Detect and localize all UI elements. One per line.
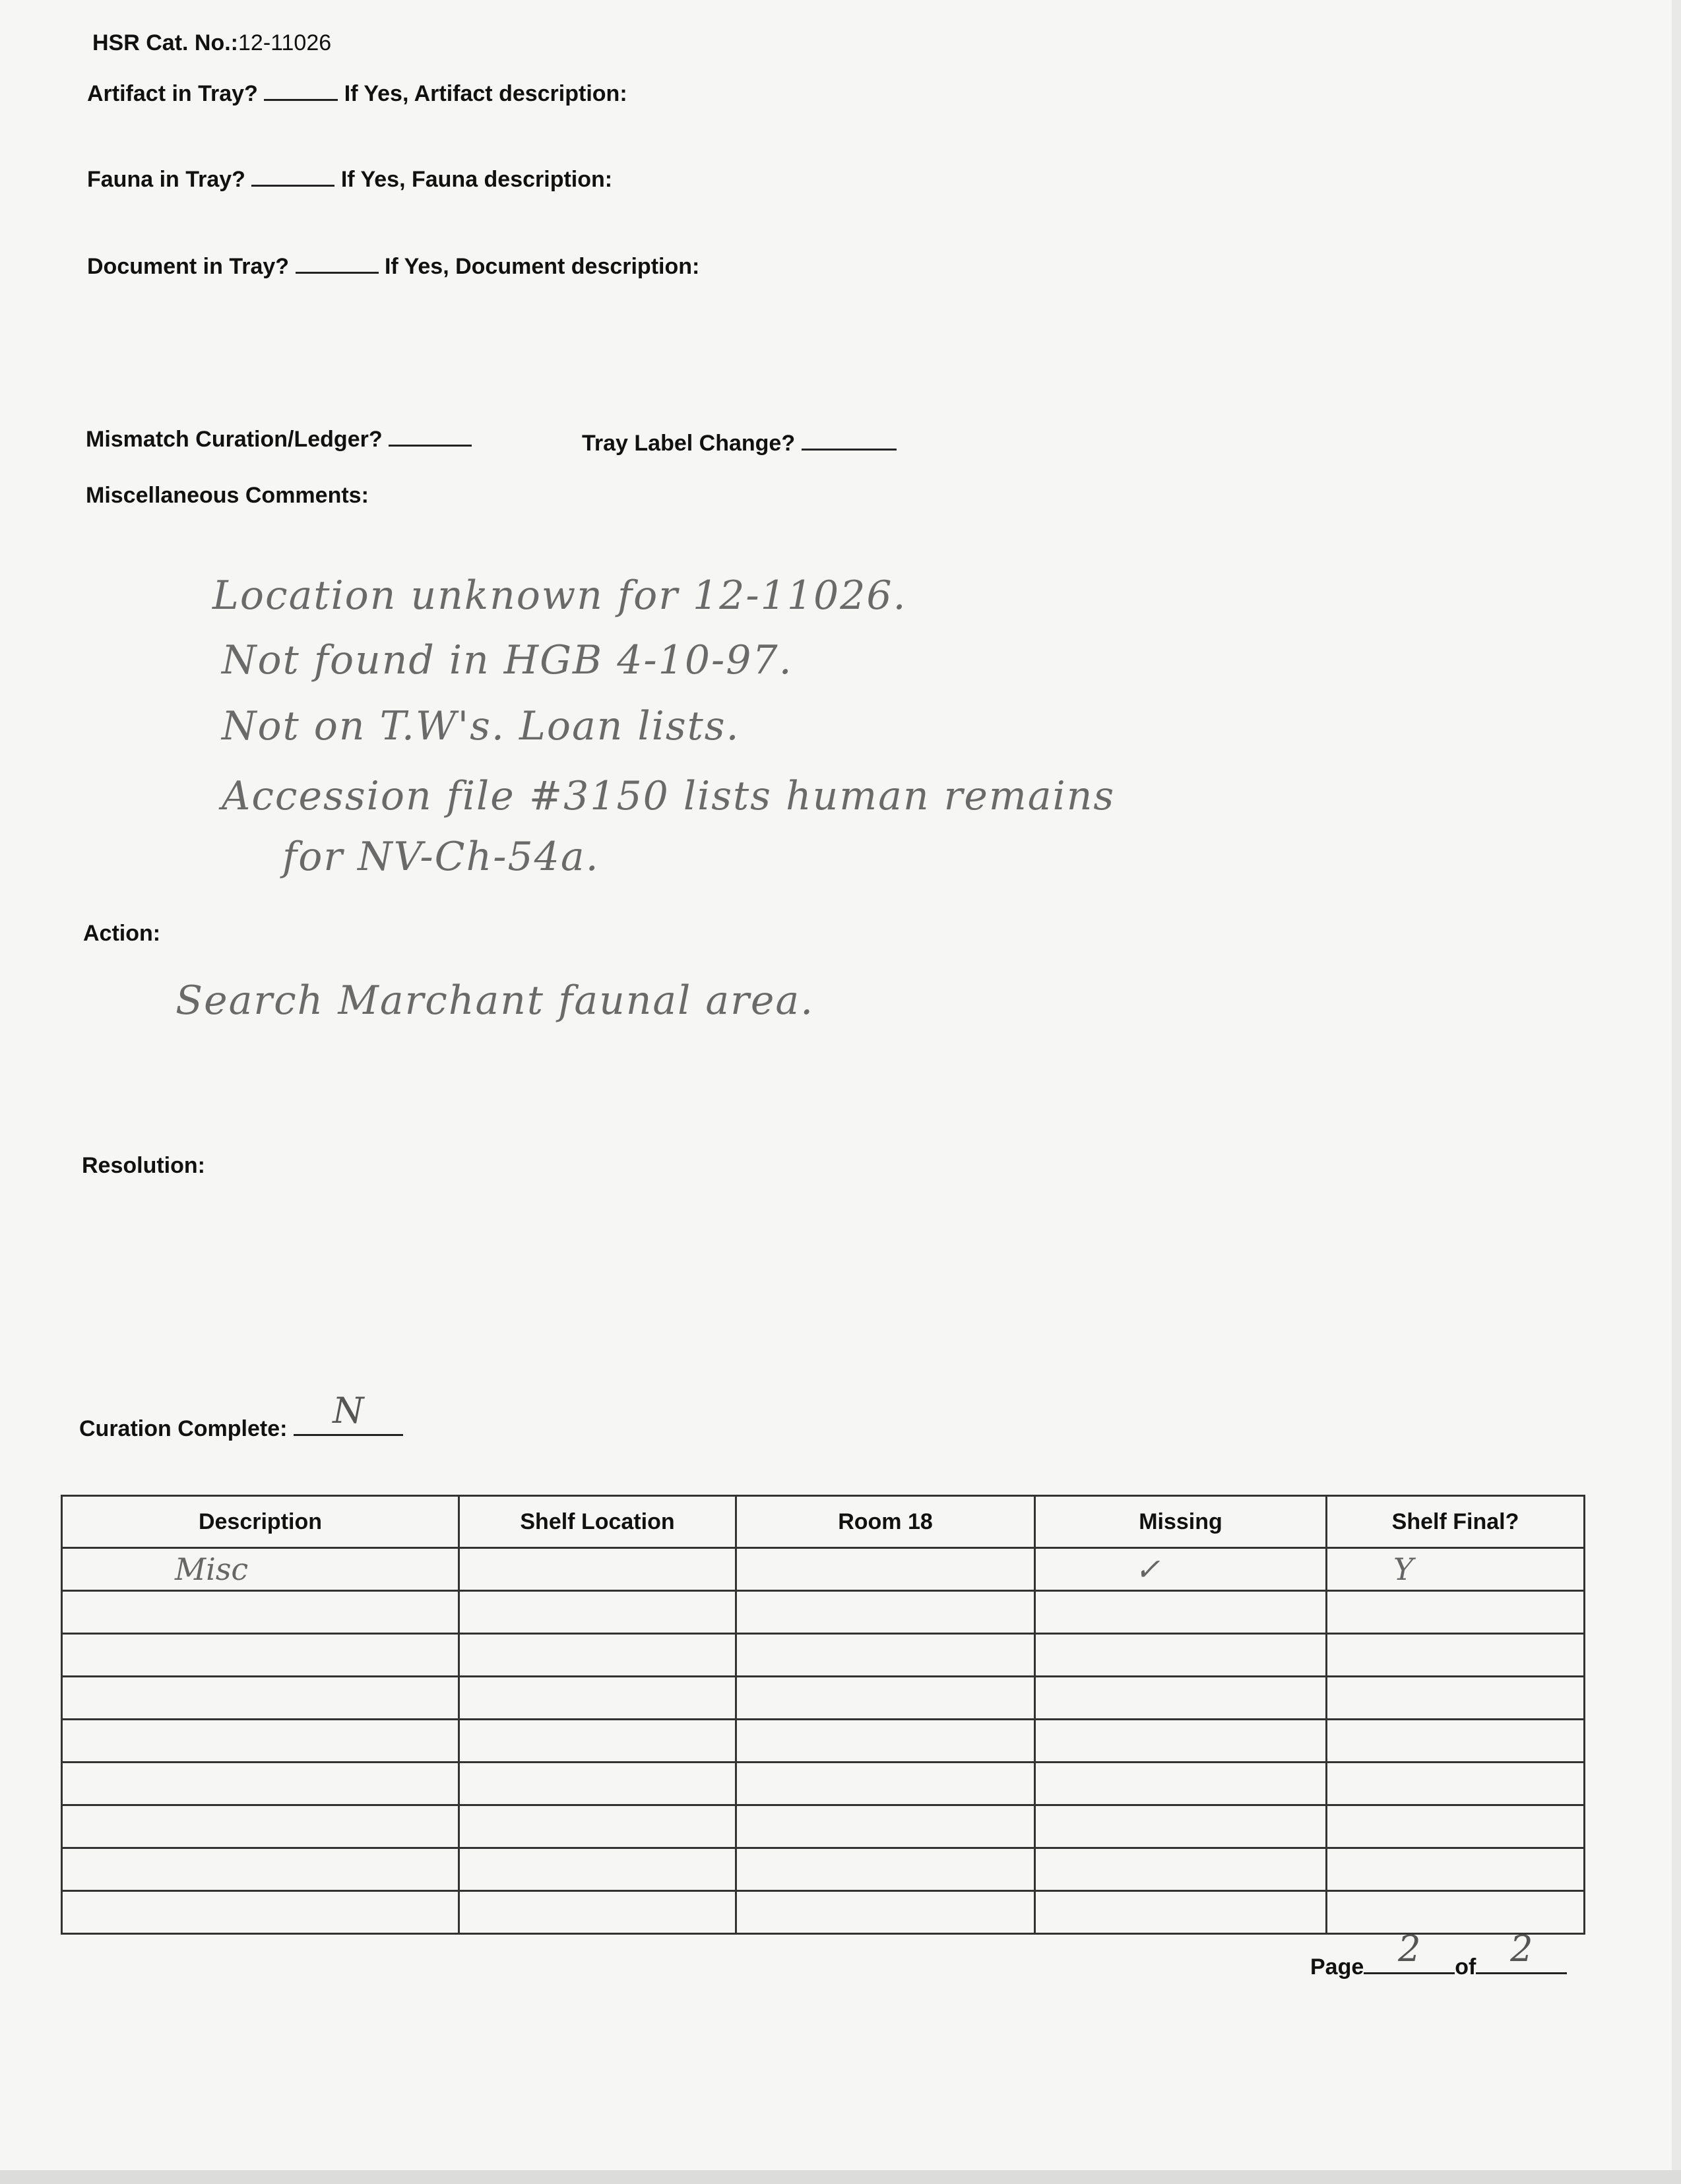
header-shelf-final: Shelf Final? xyxy=(1327,1496,1585,1548)
cat-number-label: HSR Cat. No.: xyxy=(92,30,238,55)
cat-number-line xyxy=(92,30,331,56)
artifact-desc-label: If Yes, Artifact description: xyxy=(344,81,627,106)
cell-description-value: Misc xyxy=(175,1551,249,1587)
mismatch-blank[interactable] xyxy=(389,426,472,447)
document-desc-label: If Yes, Document description: xyxy=(384,254,700,279)
comment-line-2: Not found in HGB 4-10-97. xyxy=(222,637,793,683)
curation-complete-line xyxy=(79,1390,403,1442)
table-cell[interactable] xyxy=(736,1677,1035,1720)
fauna-label: Fauna in Tray? xyxy=(87,167,245,192)
curation-complete-blank[interactable] xyxy=(294,1390,403,1436)
table-cell[interactable] xyxy=(459,1634,736,1677)
table-cell[interactable] xyxy=(62,1591,459,1634)
header-missing: Missing xyxy=(1035,1496,1327,1548)
tray-label-change-line xyxy=(582,430,897,456)
table-cell[interactable] xyxy=(1035,1720,1327,1763)
cell-missing-value: ✓ xyxy=(1135,1551,1160,1587)
table-cell[interactable] xyxy=(459,1720,736,1763)
of-label: of xyxy=(1455,1954,1476,1980)
table-cell[interactable] xyxy=(736,1720,1035,1763)
document-label: Document in Tray? xyxy=(87,254,290,279)
fauna-line xyxy=(87,166,612,193)
table-cell[interactable] xyxy=(62,1677,459,1720)
table-cell[interactable] xyxy=(459,1848,736,1891)
table-row xyxy=(62,1805,1585,1848)
fauna-desc-label: If Yes, Fauna description: xyxy=(340,167,613,192)
document-blank[interactable] xyxy=(296,253,379,274)
cat-number-value: 12-11026 xyxy=(238,30,332,55)
tray-table xyxy=(61,1495,1585,1935)
table-row xyxy=(62,1763,1585,1805)
table-cell[interactable] xyxy=(736,1763,1035,1805)
table-row xyxy=(62,1634,1585,1677)
table-row xyxy=(62,1677,1585,1720)
table-cell[interactable] xyxy=(62,1720,459,1763)
table-cell[interactable] xyxy=(736,1848,1035,1891)
table-cell[interactable] xyxy=(62,1634,459,1677)
table-cell[interactable] xyxy=(1035,1891,1327,1934)
action-text: Search Marchant faunal area. xyxy=(175,978,815,1024)
table-cell[interactable] xyxy=(62,1891,459,1934)
scan-edge-bottom xyxy=(0,2170,1681,2184)
scan-edge-right xyxy=(1672,0,1681,2184)
table-cell[interactable] xyxy=(1327,1634,1585,1677)
table-row xyxy=(62,1891,1585,1934)
action-label: Action: xyxy=(83,921,161,946)
table-header-row xyxy=(62,1496,1585,1548)
table-cell[interactable] xyxy=(1035,1848,1327,1891)
fauna-blank[interactable] xyxy=(251,166,334,187)
artifact-blank[interactable] xyxy=(264,80,338,101)
table-cell[interactable] xyxy=(459,1548,736,1591)
table-cell[interactable] xyxy=(1327,1805,1585,1848)
document-line xyxy=(87,253,699,280)
table-cell[interactable] xyxy=(1035,1634,1327,1677)
artifact-label: Artifact in Tray? xyxy=(87,81,258,106)
table-cell[interactable] xyxy=(736,1548,1035,1591)
mismatch-line xyxy=(86,426,472,452)
table-cell[interactable] xyxy=(62,1763,459,1805)
table-cell[interactable] xyxy=(1035,1763,1327,1805)
table-cell[interactable] xyxy=(62,1548,459,1591)
of-value: 2 xyxy=(1510,1928,1533,1970)
table-cell[interactable] xyxy=(459,1591,736,1634)
table-cell[interactable] xyxy=(459,1805,736,1848)
table-cell[interactable] xyxy=(1035,1548,1327,1591)
header-shelf-location: Shelf Location xyxy=(459,1496,736,1548)
tray-label-change-blank[interactable] xyxy=(802,430,897,451)
table-cell[interactable] xyxy=(1327,1548,1585,1591)
table-cell[interactable] xyxy=(1327,1677,1585,1720)
table-cell[interactable] xyxy=(459,1891,736,1934)
table-row xyxy=(62,1720,1585,1763)
resolution-label: Resolution: xyxy=(82,1153,205,1178)
page-value: 2 xyxy=(1398,1928,1421,1970)
curation-complete-label: Curation Complete: xyxy=(79,1416,288,1441)
table-cell[interactable] xyxy=(1327,1591,1585,1634)
cell-shelf-final-value: Y xyxy=(1393,1551,1414,1587)
table-row xyxy=(62,1548,1585,1591)
table-cell[interactable] xyxy=(1327,1763,1585,1805)
header-description: Description xyxy=(62,1496,459,1548)
of-blank[interactable] xyxy=(1476,1928,1567,1974)
table-cell[interactable] xyxy=(1327,1720,1585,1763)
artifact-line xyxy=(87,80,627,107)
comment-line-4: Accession file #3150 lists human remains xyxy=(222,773,1116,819)
page-count-line xyxy=(1310,1928,1567,1980)
table-cell[interactable] xyxy=(1035,1805,1327,1848)
header-room-18: Room 18 xyxy=(736,1496,1035,1548)
table-cell[interactable] xyxy=(62,1848,459,1891)
misc-comments-label: Miscellaneous Comments: xyxy=(86,483,369,508)
curation-complete-value: N xyxy=(333,1390,364,1431)
table-cell[interactable] xyxy=(1035,1591,1327,1634)
table-cell[interactable] xyxy=(736,1634,1035,1677)
table-cell[interactable] xyxy=(1035,1677,1327,1720)
table-cell[interactable] xyxy=(459,1677,736,1720)
comment-line-1: Location unknown for 12-11026. xyxy=(212,573,907,619)
page-blank[interactable] xyxy=(1364,1928,1455,1974)
table-cell[interactable] xyxy=(459,1763,736,1805)
table-cell[interactable] xyxy=(1327,1891,1585,1934)
tray-label-change-label: Tray Label Change? xyxy=(582,431,796,456)
table-cell[interactable] xyxy=(736,1591,1035,1634)
table-cell[interactable] xyxy=(1327,1848,1585,1891)
table-cell[interactable] xyxy=(736,1891,1035,1934)
comment-line-5: for NV-Ch-54a. xyxy=(282,834,600,880)
table-row xyxy=(62,1591,1585,1634)
table-cell[interactable] xyxy=(62,1805,459,1848)
comment-line-3: Not on T.W's. Loan lists. xyxy=(222,703,740,749)
table-cell[interactable] xyxy=(736,1805,1035,1848)
table-row xyxy=(62,1848,1585,1891)
mismatch-label: Mismatch Curation/Ledger? xyxy=(86,427,383,452)
page-label: Page xyxy=(1310,1954,1364,1980)
